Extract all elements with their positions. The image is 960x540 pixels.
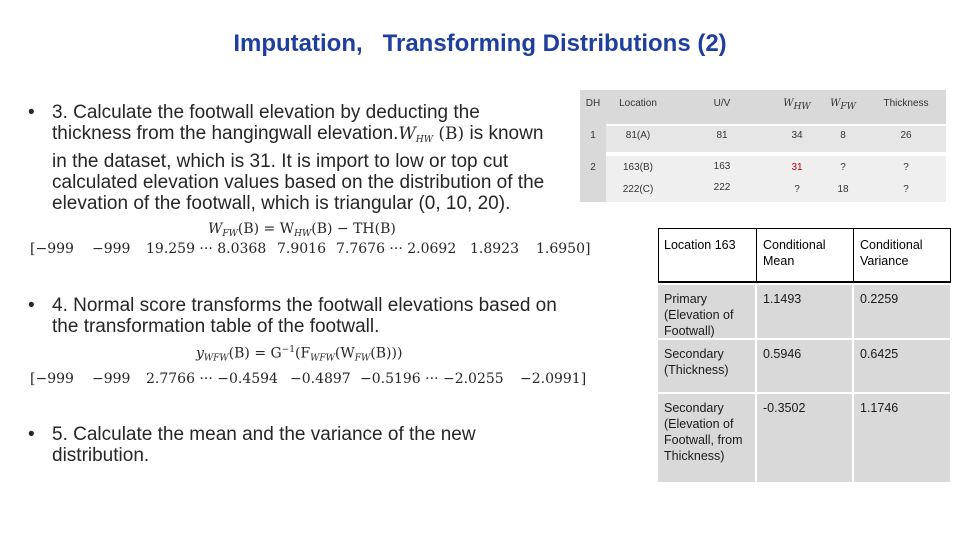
table-cell: ? [903,162,909,173]
bullet-3-line-1: 3. Calculate the footwall elevation by deducting the [52,102,480,123]
bullet-4-line-2: the transformation table of the footwall. [52,316,380,337]
vector-value: −0.4897 [290,371,351,387]
vector-value: 2.7766 ··· −0.4594 [146,371,278,387]
bullet-5-line-2: distribution. [52,445,150,466]
table-cell: 1 [590,130,596,141]
table-cell: 0.2259 [854,285,950,338]
table-header-mean: Conditional Mean [757,229,853,281]
table-header-location: Location [619,98,657,109]
table-cell: 1.1746 [854,394,950,482]
table-cell-highlight: 31 [791,162,803,173]
vector-value: [−999 [30,241,74,257]
bullet-marker: • [28,295,35,316]
equation-normal-score: $y_{WFW}(B) = G^{-1}(F_{WFW}(W_{FW}(B)))$ [196,345,403,364]
table-cell: 26 [900,130,912,141]
table-cell: 163 [713,161,731,172]
drillhole-table [580,90,946,202]
vector-footwall-elevations [30,241,590,259]
page-title: Imputation, Transforming Distributions (2) [233,30,727,57]
bullet-3-line-4: calculated elevation values based on the distribution of the [52,172,545,193]
table-header-wfw: $W_{FW}$ [830,98,856,112]
vector-value: −999 [92,371,131,387]
bullet-3-line-2: thickness from the hangingwall $elevation.W_{HW}$ (B) is known [52,123,544,145]
vector-value: [−999 [30,371,74,387]
table-cell: 81(A) [625,130,651,141]
table-header-location: Location 163 [658,229,756,281]
table-header-whw: $W_{HW}$ [783,98,811,112]
vector-value: −0.5196 ··· −2.0255 [360,371,504,387]
table-cell: 8 [840,130,846,141]
table-row-label: Secondary (Thickness) [658,340,755,392]
table-cell: 34 [791,130,803,141]
table-cell: 0.6425 [854,340,950,392]
table-cell: 18 [837,184,849,195]
inline-math-whw: $W_{HW}$ (B) [398,124,465,145]
bullet-5-line-1: 5. Calculate the mean and the variance of the new [52,424,476,445]
vector-value: 7.9016 [277,241,326,257]
table-cell: 222 [713,182,731,193]
bullet-marker: • [28,424,35,445]
table-cell: 0.5946 [757,340,852,392]
vector-value: 7.7676 ··· 2.0692 [336,241,457,257]
table-cell: 163(B) [622,162,653,173]
vector-value: −2.0991] [520,371,587,387]
table-row-label: Secondary (Elevation of Footwall, from Thickness) [658,394,755,482]
table-header-uv: U/V [713,98,731,109]
table-row-label: Primary (Elevation of Footwall) [658,285,755,338]
vector-value: 1.6950] [536,241,591,257]
vector-value: 19.259 ··· 8.0368 [146,241,267,257]
table-header-dh: DH [585,98,601,109]
bullet-4-line-1: 4. Normal score transforms the footwall elevations based on [52,295,557,316]
table-cell: ? [840,162,846,173]
table-cell: ? [794,184,800,195]
vector-value: 1.8923 [470,241,519,257]
bullet-marker: • [28,102,35,123]
table-cell: 222(C) [622,184,654,195]
table-cell: 2 [590,162,596,173]
table-cell: 1.1493 [757,285,852,338]
bullet-3-line-5: elevation of the footwall, which is triangular (0, 10, 20). [52,193,511,214]
table-cell: -0.3502 [757,394,852,482]
table-header-variance: Conditional Variance [854,229,950,281]
bullet-3-line-3: in the dataset, which is 31. It is import to low or top cut [52,151,509,172]
table-cell: ? [903,184,909,195]
table-cell: 81 [716,130,728,141]
equation-footwall: $W_{FW}(B) = W_{HW}(B) - TH(B)$ [208,221,396,239]
vector-normal-scores [30,371,590,389]
vector-value: −999 [92,241,131,257]
table-header-thickness: Thickness [883,98,929,109]
